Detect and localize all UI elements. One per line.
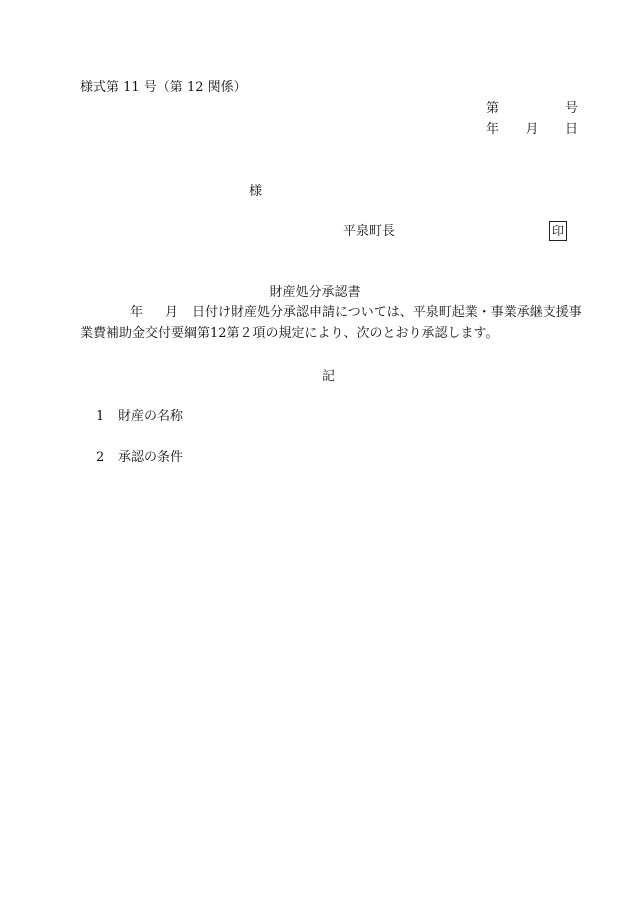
item-label: 財産の名称 [118, 409, 184, 424]
document-number [486, 101, 578, 117]
doc-number-prefix: 第 [486, 101, 500, 116]
ki-heading: 記 [322, 369, 336, 384]
addressee-honorific: 様 [249, 184, 263, 199]
issuer-name: 平泉町長 [343, 224, 396, 239]
item-number: 2 [96, 450, 105, 465]
date-year: 年 [486, 122, 500, 137]
body-line-2: 業費補助金交付要綱第12第２項の規定により、次のとおり承認します。 [80, 326, 499, 341]
date-month: 月 [525, 122, 539, 137]
issue-date [486, 122, 578, 138]
list-item [96, 450, 183, 466]
date-day: 日 [564, 122, 578, 137]
body-month: 月 [165, 305, 179, 320]
body-line-1 [130, 305, 582, 321]
doc-number-suffix: 号 [564, 101, 578, 116]
body-year: 年 [130, 305, 144, 320]
item-label: 承認の条件 [118, 450, 184, 465]
body-text-1: 日付け財産処分承認申請については、平泉町起業・事業承継支援事 [192, 305, 582, 320]
document-title: 財産処分承認書 [269, 285, 361, 300]
list-item [96, 409, 183, 425]
form-number: 様式第 11 号（第 12 関係） [80, 80, 247, 95]
seal-mark: 印 [549, 221, 567, 241]
item-number: 1 [96, 409, 105, 424]
